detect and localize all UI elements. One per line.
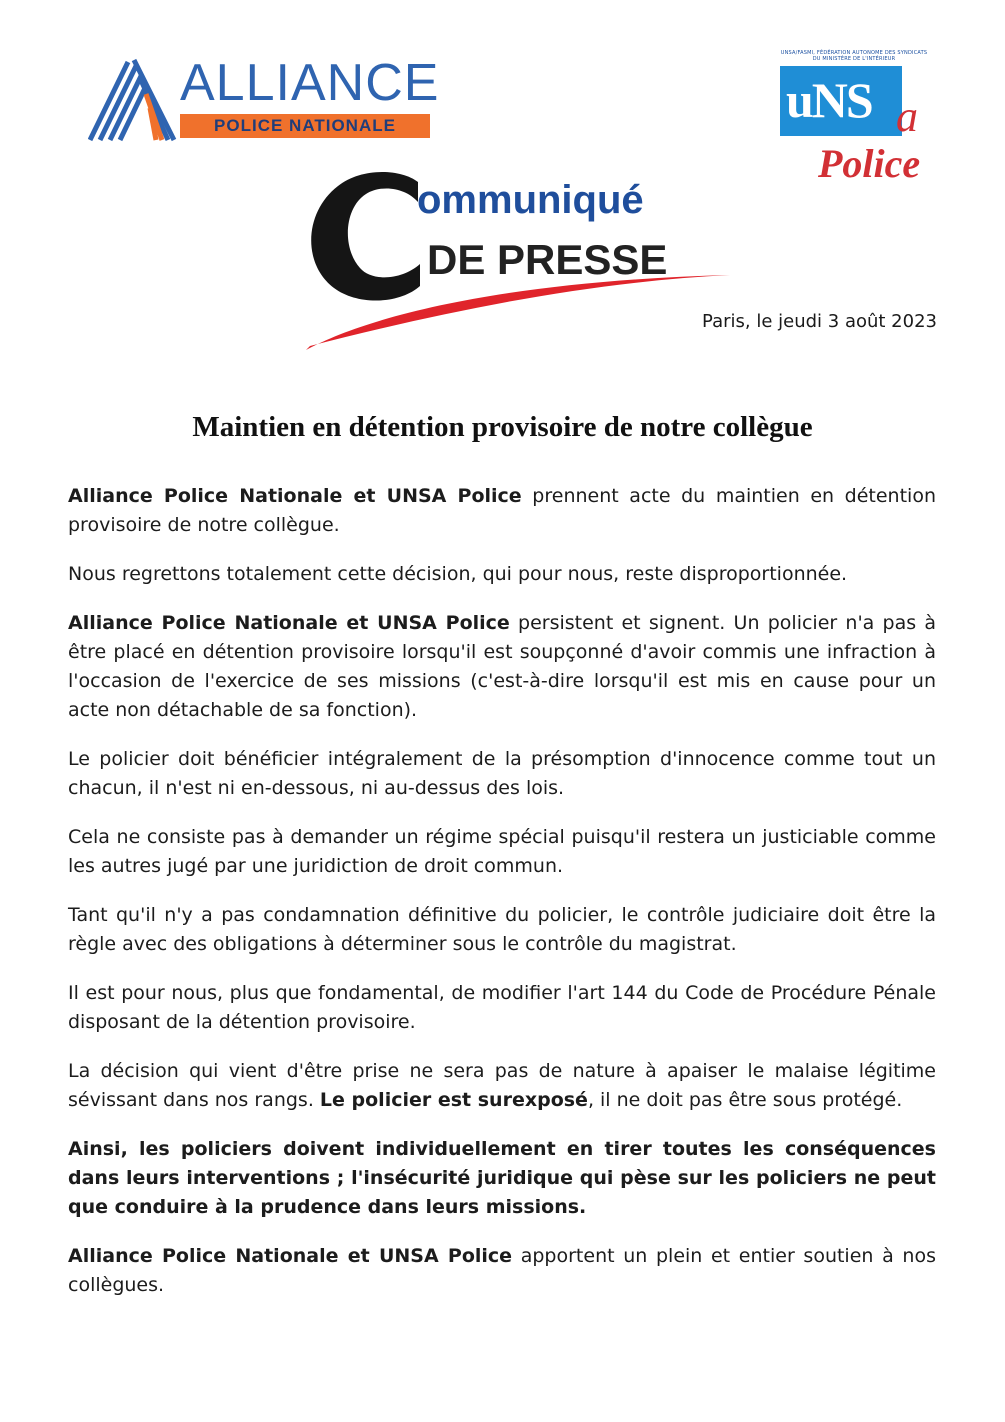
unsa-letter-a: a <box>896 92 918 141</box>
paragraph-text: La décision qui vient d'être prise ne sera pas de nature à apaiser le malaise légitime sévissant dans nos rangs. <box>68 1060 936 1111</box>
alliance-name: ALLIANCE <box>180 54 440 112</box>
org-names: Alliance Police Nationale et UNSA Police <box>68 1245 513 1267</box>
paragraph-text: , il ne doit pas être sous protégé. <box>587 1089 903 1111</box>
org-names: Alliance Police Nationale et UNSA Police <box>68 612 510 634</box>
unsa-police: Police <box>818 141 921 186</box>
paragraph: Il est pour nous, plus que fondamental, de modifier l'art 144 du Code de Procédure Pénale disposant de la détention provisoire. <box>68 982 936 1033</box>
paragraph <box>68 609 936 725</box>
paragraph-text: prennent acte du maintien en détention provisoire de notre collègue. <box>68 485 936 536</box>
alliance-subtitle: POLICE NATIONALE <box>180 114 430 138</box>
paragraph <box>68 482 936 540</box>
communique-heading <box>290 160 750 360</box>
paragraph <box>68 1242 936 1300</box>
alliance-stripes-icon <box>88 58 180 142</box>
press-body <box>68 482 936 1320</box>
unsa-letters: uNS <box>786 72 872 128</box>
paragraph-text: apportent un plein et entier soutien à nos collègues. <box>68 1245 936 1296</box>
paragraph: Tant qu'il n'y a pas condamnation définitive du policier, le contrôle judiciaire doit être la règle avec des obligations à déterminer sous le contrôle du magistrat. <box>68 904 936 955</box>
alliance-logo <box>88 52 438 142</box>
paragraph: Cela ne consiste pas à demander un régime spécial puisqu'il restera un justiciable comme les autres jugé par une juridiction de droit commun. <box>68 826 936 877</box>
de-presse-text: DE PRESSE <box>427 236 668 283</box>
unsa-logo <box>778 50 930 185</box>
communique-text: ommuniqué <box>417 178 644 222</box>
unsa-fine-print: UNSA/FASMI, FÉDÉRATION AUTONOME DES SYNDICATS DU MINISTÈRE DE L'INTÉRIEUR <box>780 50 928 62</box>
paragraph: Nous regrettons totalement cette décision, qui pour nous, reste disproportionnée. <box>68 563 848 585</box>
paragraph <box>68 1057 936 1115</box>
page-title: Maintien en détention provisoire de notre collègue <box>192 411 813 443</box>
emphasis: Le policier est surexposé <box>319 1089 588 1111</box>
paragraph: Le policier doit bénéficier intégralement de la présomption d'innocence comme tout un chacun, il n'est ni en-dessous, ni au-dessus des lois. <box>68 748 936 799</box>
paragraph-text: persistent et signent. Un policier n'a pas à être placé en détention provisoire lorsqu'il est soupçonné d'avoir commis une infraction à l'occasion de l'exercice de ses missions (c'est-à-dire lorsqu'il est mis en cause pour un acte non détachable de sa fonction). <box>68 612 936 721</box>
press-date: Paris, le jeudi 3 août 2023 <box>702 311 937 332</box>
paragraph-bold: Ainsi, les policiers doivent individuellement en tirer toutes les conséquences dans leurs interventions ; l'insécurité juridique qui pèse sur les policiers ne peut que conduire à la prudence dans leurs missions. <box>68 1138 936 1218</box>
org-names: Alliance Police Nationale et UNSA Police <box>68 485 522 507</box>
